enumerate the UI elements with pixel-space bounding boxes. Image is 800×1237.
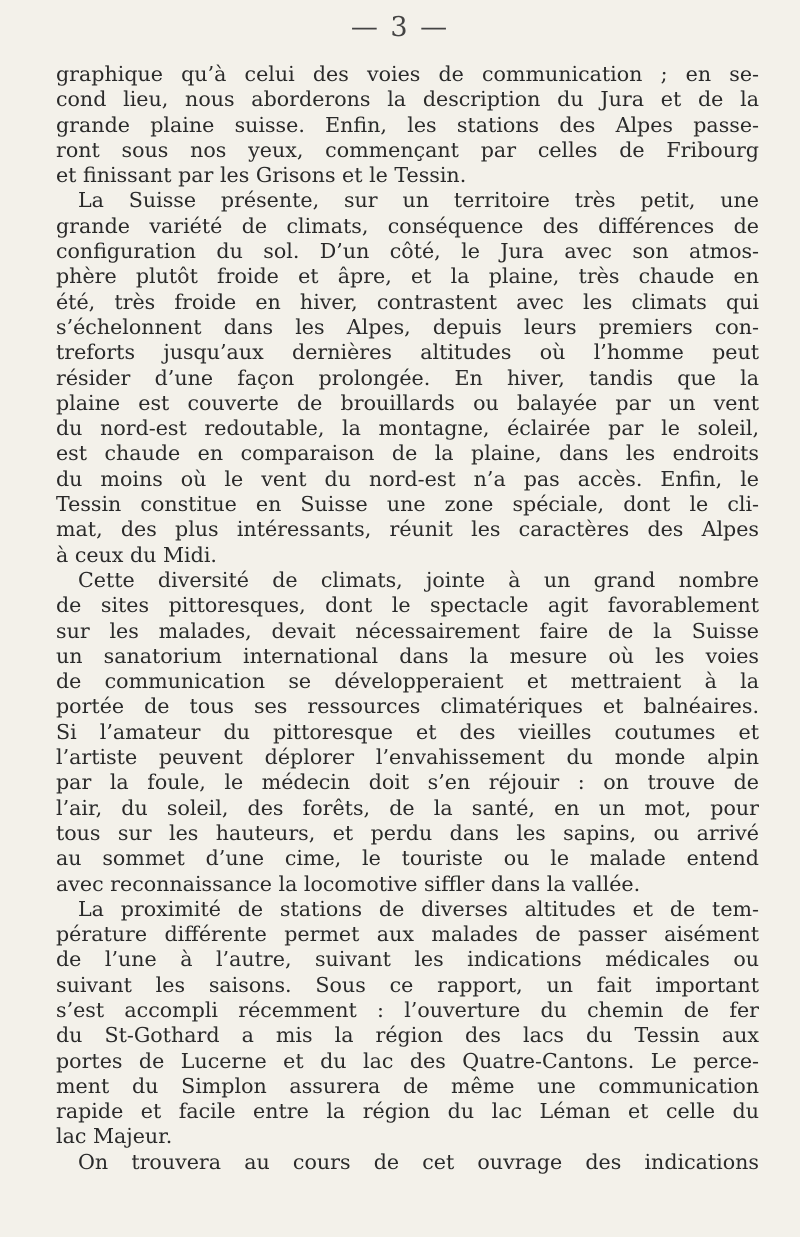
text-line: de l’une à l’autre, suivant les indications médicales ou bbox=[56, 947, 759, 972]
text-line: l’air, du soleil, des forêts, de la santé, en un mot, pour bbox=[56, 795, 759, 820]
text-line: phère plutôt froide et âpre, et la plaine, très chaude en bbox=[56, 264, 759, 289]
text-line: rapide et facile entre la région du lac Léman et celle du bbox=[56, 1099, 759, 1124]
text-line: tous sur les hauteurs, et perdu dans les sapins, ou arrivé bbox=[56, 820, 759, 845]
text-line: du St-Gothard a mis la région des lacs du Tessin aux bbox=[56, 1023, 759, 1048]
text-line: avec reconnaissance la locomotive siffler dans la vallée. bbox=[56, 871, 641, 896]
text-line: l’artiste peuvent déplorer l’envahissement du monde alpin bbox=[56, 745, 759, 770]
text-line: configuration du sol. D’un côté, le Jura avec son atmos- bbox=[56, 239, 759, 264]
text-line: à ceux du Midi. bbox=[56, 542, 217, 567]
page-number: — 3 — bbox=[350, 12, 450, 43]
text-line: Cette diversité de climats, jointe à un grand nombre bbox=[78, 567, 759, 592]
body-text bbox=[56, 62, 759, 1175]
text-line: est chaude en comparaison de la plaine, dans les endroits bbox=[56, 441, 759, 466]
text-line: portée de tous ses ressources climatériques et balnéaires. bbox=[56, 694, 759, 719]
text-line: du nord-est redoutable, la montagne, éclairée par le soleil, bbox=[56, 416, 759, 441]
text-line: été, très froide en hiver, contrastent avec les climats qui bbox=[56, 289, 759, 314]
text-line: La Suisse présente, sur un territoire très petit, une bbox=[78, 188, 759, 213]
text-line: lac Majeur. bbox=[56, 1124, 173, 1149]
text-line: ment du Simplon assurera de même une communication bbox=[56, 1073, 759, 1098]
text-line: cond lieu, nous aborderons la description du Jura et de la bbox=[56, 87, 759, 112]
text-line: plaine est couverte de brouillards ou balayée par un vent bbox=[56, 390, 759, 415]
text-line: de communication se développeraient et mettraient à la bbox=[56, 669, 759, 694]
text-line: Si l’amateur du pittoresque et des vieilles coutumes et bbox=[56, 719, 759, 744]
text-line: Tessin constitue en Suisse une zone spéciale, dont le cli- bbox=[56, 492, 759, 517]
text-line: pérature différente permet aux malades de passer aisément bbox=[56, 922, 759, 947]
text-line: suivant les saisons. Sous ce rapport, un fait important bbox=[56, 972, 759, 997]
text-line: et finissant par les Grisons et le Tessin. bbox=[56, 163, 467, 188]
text-line: grande variété de climats, conséquence des différences de bbox=[56, 213, 759, 238]
text-line: ront sous nos yeux, commençant par celles de Fribourg bbox=[56, 137, 759, 162]
text-line: sur les malades, devait nécessairement faire de la Suisse bbox=[56, 618, 759, 643]
text-line: au sommet d’une cime, le touriste ou le malade entend bbox=[56, 846, 759, 871]
text-line: treforts jusqu’aux dernières altitudes où l’homme peut bbox=[56, 340, 759, 365]
text-line: grande plaine suisse. Enfin, les stations des Alpes passe- bbox=[56, 112, 759, 137]
text-line: portes de Lucerne et du lac des Quatre-Cantons. Le perce- bbox=[56, 1048, 759, 1073]
text-line: résider d’une façon prolongée. En hiver, tandis que la bbox=[56, 365, 759, 390]
text-line: de sites pittoresques, dont le spectacle agit favorablement bbox=[56, 593, 759, 618]
text-line: mat, des plus intéressants, réunit les caractères des Alpes bbox=[56, 517, 759, 542]
text-line: graphique qu’à celui des voies de communication ; en se- bbox=[56, 62, 759, 86]
text-line: La proximité de stations de diverses altitudes et de tem- bbox=[78, 896, 759, 921]
text-line: s’est accompli récemment : l’ouverture du chemin de fer bbox=[56, 997, 759, 1022]
text-line: s’échelonnent dans les Alpes, depuis leurs premiers con- bbox=[56, 314, 759, 339]
text-line: par la foule, le médecin doit s’en réjouir : on trouve de bbox=[56, 770, 759, 795]
text-line: On trouvera au cours de cet ouvrage des indications bbox=[78, 1149, 759, 1174]
text-line: du moins où le vent du nord-est n’a pas accès. Enfin, le bbox=[56, 466, 759, 491]
text-line: un sanatorium international dans la mesure où les voies bbox=[56, 643, 759, 668]
